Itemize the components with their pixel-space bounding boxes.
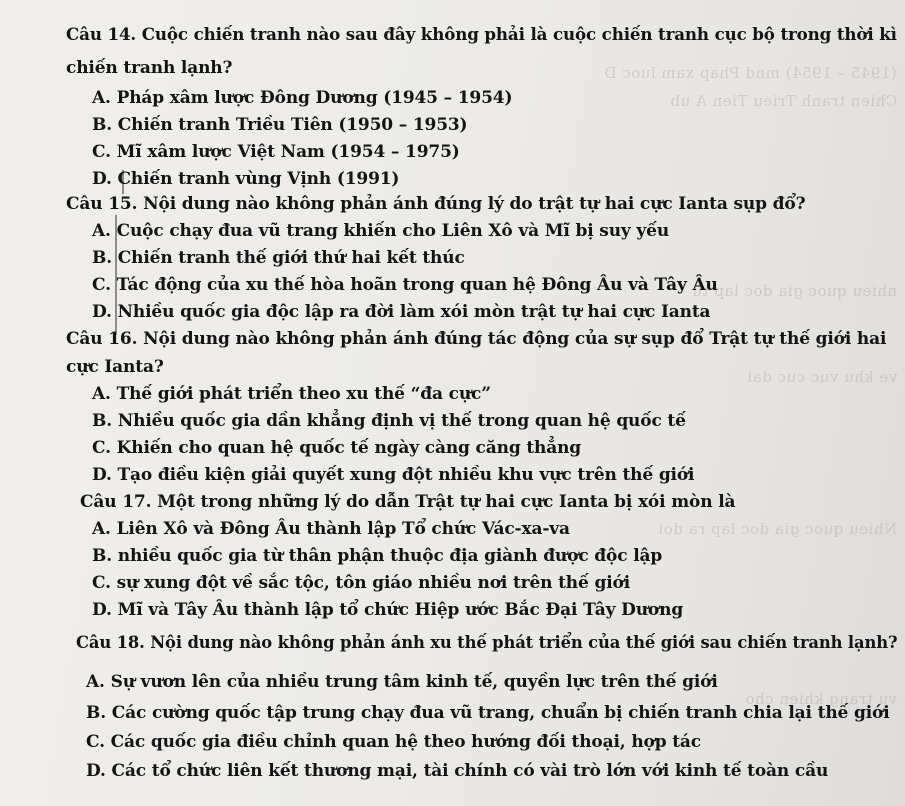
bleed-through-text: (1945 – 1954) mnd Phap xam luoc D — [604, 64, 897, 82]
question-16-option-c[interactable]: C. Khiến cho quan hệ quốc tế ngày càng căng thẳng — [92, 438, 582, 458]
question-text: Nội dung nào không phản ánh đúng tác động của sự sụp đổ Trật tự thế giới hai — [143, 329, 887, 349]
question-14-stem-cont: chiến tranh lạnh? — [66, 58, 233, 78]
question-number: Câu 14. — [66, 25, 137, 45]
question-17-option-a[interactable]: A. Liên Xô và Đông Âu thành lập Tổ chức Vác-xa-va — [92, 519, 570, 539]
question-18-stem — [76, 632, 897, 654]
question-number: Câu 16. — [66, 329, 138, 349]
question-17-option-d[interactable]: D. Mĩ và Tây Âu thành lập tổ chức Hiệp ước Bắc Đại Tây Dương — [92, 600, 684, 620]
bleed-through-text: ve khu vuc cuc dai — [746, 368, 897, 386]
question-17-stem — [80, 491, 735, 513]
question-16-stem — [66, 328, 886, 350]
question-18-option-c[interactable]: C. Các quốc gia điều chỉnh quan hệ theo hướng đối thoại, hợp tác — [86, 732, 701, 752]
question-number: Câu 17. — [80, 492, 152, 512]
bleed-through-text: Chien tranh Trieu Tien A ub — [669, 92, 897, 110]
question-14-option-c[interactable]: C. Mĩ xâm lược Việt Nam (1954 – 1975) — [92, 142, 460, 162]
question-16-option-b[interactable]: B. Nhiều quốc gia dần khẳng định vị thế trong quan hệ quốc tế — [92, 411, 686, 431]
question-text: Một trong những lý do dẫn Trật tự hai cực Ianta bị xói mòn là — [157, 492, 736, 512]
question-14-option-a[interactable]: A. Pháp xâm lược Đông Dương (1945 – 1954) — [92, 88, 513, 108]
question-number: Câu 18. — [76, 633, 145, 653]
question-14-stem — [66, 24, 897, 46]
question-15-option-a[interactable]: A. Cuộc chạy đua vũ trang khiến cho Liên Xô và Mĩ bị suy yếu — [92, 221, 670, 241]
question-15-option-c[interactable]: C. Tác động của xu thế hòa hoãn trong quan hệ Đông Âu và Tây Âu — [92, 275, 718, 295]
question-text: Cuộc chiến tranh nào sau đây không phải là cuộc chiến tranh cục bộ trong thời kì — [141, 25, 897, 45]
question-15-option-d[interactable]: D. Nhiều quốc gia độc lập ra đời làm xói mòn trật tự hai cực Ianta — [92, 302, 711, 322]
question-18-option-b[interactable]: B. Các cường quốc tập trung chạy đua vũ trang, chuẩn bị chiến tranh chia lại thế giới — [86, 703, 890, 723]
question-14-option-b[interactable]: B. Chiến tranh Triều Tiên (1950 – 1953) — [92, 115, 468, 135]
question-text: Nội dung nào không phản ánh xu thế phát triển của thế giới sau chiến tranh lạnh? — [150, 633, 898, 653]
question-17-option-c[interactable]: C. sự xung đột về sắc tộc, tôn giáo nhiều nơi trên thế giới — [92, 573, 630, 593]
bleed-through-text: vu trang khien cho — [744, 690, 897, 708]
question-16-option-d[interactable]: D. Tạo điều kiện giải quyết xung đột nhiều khu vực trên thế giới — [92, 465, 695, 485]
question-15-stem — [66, 193, 805, 215]
question-16-stem-cont: cực Ianta? — [66, 357, 164, 377]
bleed-through-text: Nhieu quoc gia doc lap ra doi — [657, 520, 897, 538]
question-16-option-a[interactable]: A. Thế giới phát triển theo xu thế “đa cực” — [92, 384, 491, 404]
question-14-option-d[interactable]: D. Chiến tranh vùng Vịnh (1991) — [92, 169, 400, 189]
question-text: Nội dung nào không phản ánh đúng lý do trật tự hai cực Ianta sụp đổ? — [143, 194, 806, 214]
question-18-option-d[interactable]: D. Các tổ chức liên kết thương mại, tài chính có vài trò lớn với kinh tế toàn cầu — [86, 761, 829, 781]
question-17-option-b[interactable]: B. nhiều quốc gia từ thân phận thuộc địa giành được độc lập — [92, 546, 663, 566]
question-18-option-a[interactable]: A. Sự vươn lên của nhiều trung tâm kinh tế, quyền lực trên thế giới — [86, 672, 718, 692]
question-number: Câu 15. — [66, 194, 138, 214]
question-15-option-b[interactable]: B. Chiến tranh thế giới thứ hai kết thúc — [92, 248, 465, 268]
bleed-through-text: nhieu quoc gia doc lap tu — [691, 282, 897, 300]
